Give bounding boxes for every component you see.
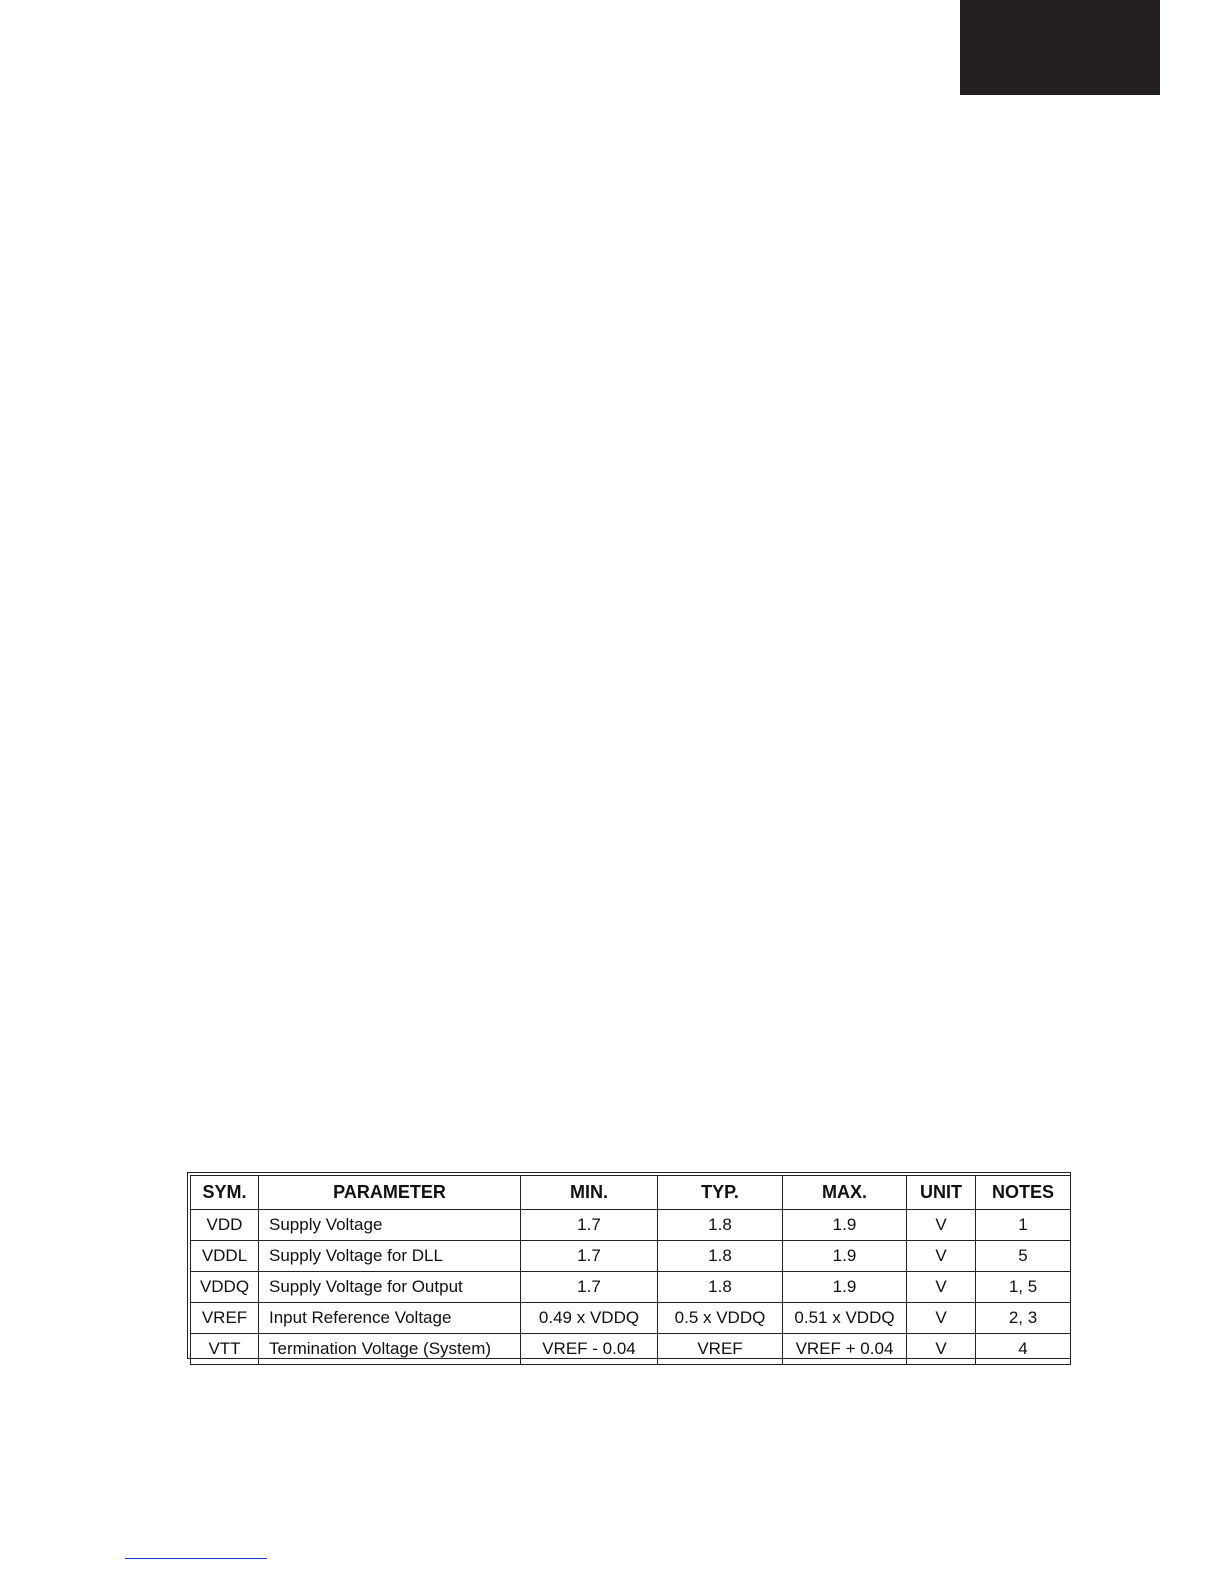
cell-unit: V [907, 1303, 976, 1334]
cell-typ: VREF [658, 1334, 783, 1365]
cell-min: 1.7 [521, 1241, 658, 1272]
cell-unit: V [907, 1272, 976, 1303]
cell-min: VREF - 0.04 [521, 1334, 658, 1365]
footer-link-underline [125, 1558, 267, 1559]
cell-typ: 1.8 [658, 1210, 783, 1241]
table-row [191, 1334, 1071, 1365]
header-max: MAX. [783, 1176, 907, 1210]
table-row [191, 1241, 1071, 1272]
cell-unit: V [907, 1334, 976, 1365]
cell-notes: 1, 5 [976, 1272, 1071, 1303]
spec-table [190, 1175, 1071, 1365]
cell-max: 1.9 [783, 1272, 907, 1303]
cell-max: VREF + 0.04 [783, 1334, 907, 1365]
cell-notes: 4 [976, 1334, 1071, 1365]
cell-sym: VDDQ [191, 1272, 259, 1303]
header-notes: NOTES [976, 1176, 1071, 1210]
cell-notes: 2, 3 [976, 1303, 1071, 1334]
cell-min: 0.49 x VDDQ [521, 1303, 658, 1334]
cell-parameter: Input Reference Voltage [259, 1303, 521, 1334]
cell-max: 1.9 [783, 1210, 907, 1241]
cell-parameter: Supply Voltage [259, 1210, 521, 1241]
cell-sym: VDDL [191, 1241, 259, 1272]
cell-parameter: Supply Voltage for DLL [259, 1241, 521, 1272]
cell-parameter: Supply Voltage for Output [259, 1272, 521, 1303]
corner-tab-block [960, 0, 1160, 95]
header-typ: TYP. [658, 1176, 783, 1210]
table-row [191, 1272, 1071, 1303]
cell-sym: VTT [191, 1334, 259, 1365]
cell-typ: 1.8 [658, 1241, 783, 1272]
header-sym: SYM. [191, 1176, 259, 1210]
header-parameter: PARAMETER [259, 1176, 521, 1210]
cell-unit: V [907, 1210, 976, 1241]
header-unit: UNIT [907, 1176, 976, 1210]
cell-min: 1.7 [521, 1210, 658, 1241]
cell-max: 0.51 x VDDQ [783, 1303, 907, 1334]
cell-sym: VREF [191, 1303, 259, 1334]
cell-notes: 5 [976, 1241, 1071, 1272]
cell-min: 1.7 [521, 1272, 658, 1303]
dc-operating-conditions-table [187, 1172, 1071, 1359]
table-row [191, 1303, 1071, 1334]
table-header-row [191, 1176, 1071, 1210]
cell-notes: 1 [976, 1210, 1071, 1241]
cell-max: 1.9 [783, 1241, 907, 1272]
cell-parameter: Termination Voltage (System) [259, 1334, 521, 1365]
table-row [191, 1210, 1071, 1241]
cell-typ: 0.5 x VDDQ [658, 1303, 783, 1334]
header-min: MIN. [521, 1176, 658, 1210]
cell-typ: 1.8 [658, 1272, 783, 1303]
cell-sym: VDD [191, 1210, 259, 1241]
cell-unit: V [907, 1241, 976, 1272]
